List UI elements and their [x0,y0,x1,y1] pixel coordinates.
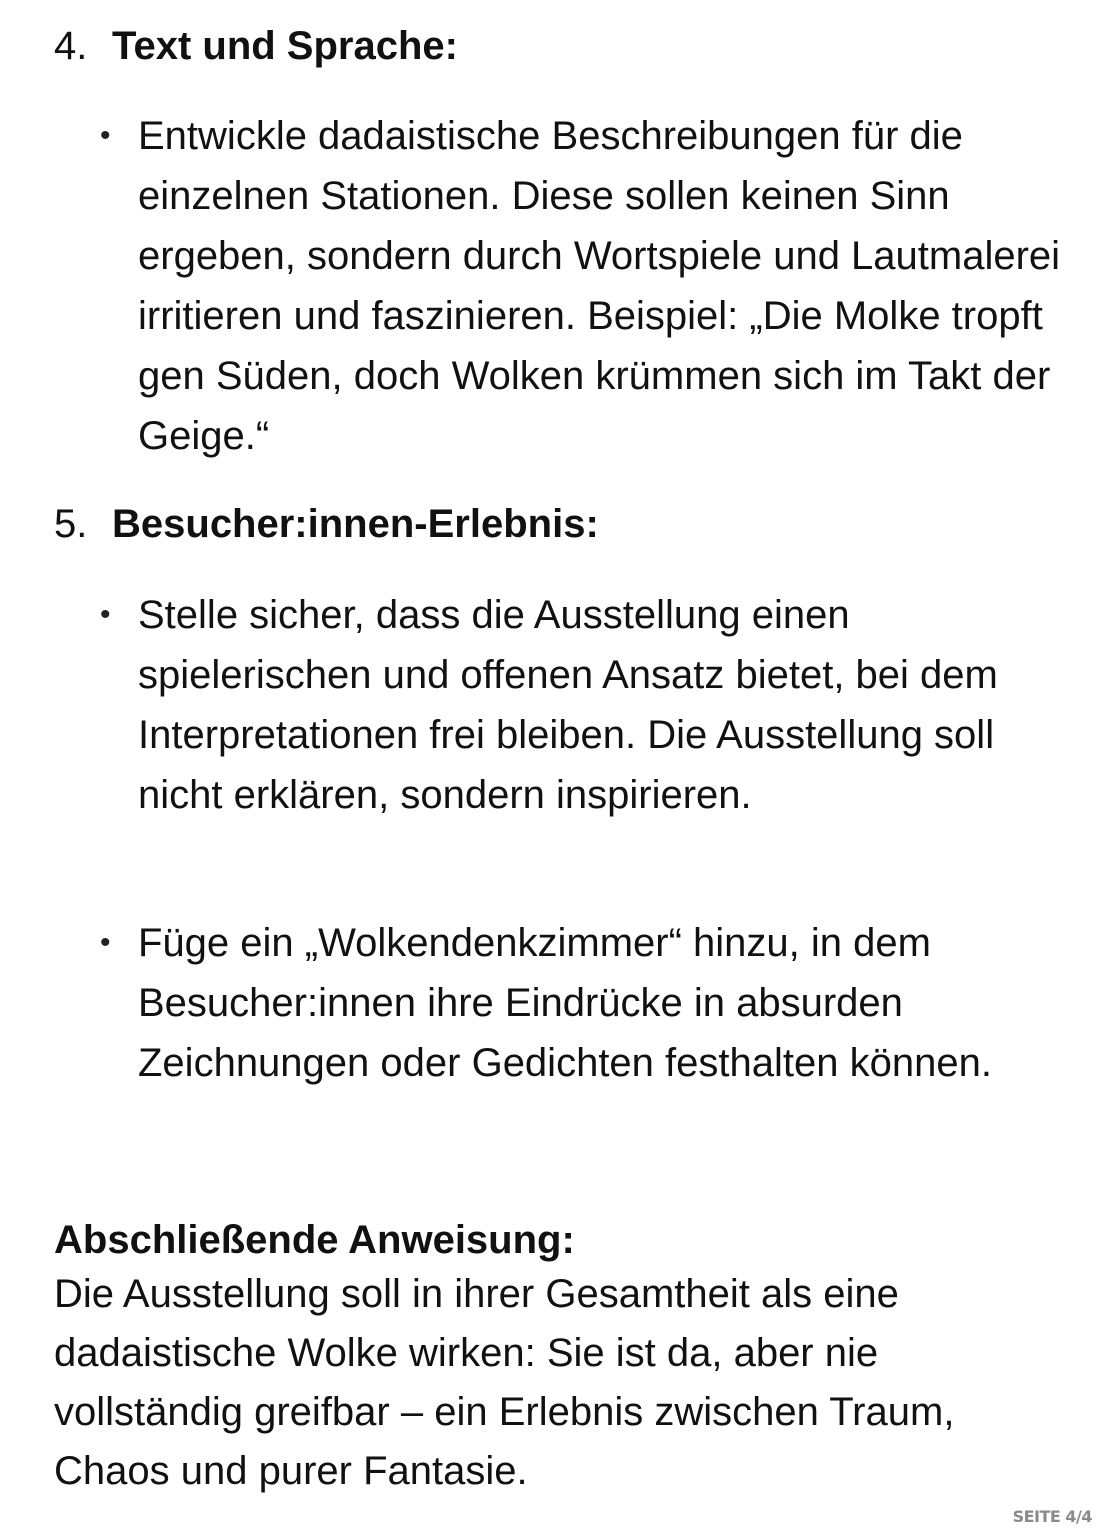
section-number: 5. [54,502,88,546]
closing-heading: Abschließende Anweisung: [54,1218,575,1262]
page-number: SEITE 4/4 [1012,1507,1092,1526]
bullet-icon: • [100,598,111,631]
bullet-text: Stelle sicher, dass die Ausstellung einen spielerischen und offenen Ansatz bietet, bei dem Interpretationen frei bleiben. Die Ausstellung soll nicht erklären, sondern inspirieren. [138,593,998,817]
section-number: 4. [54,24,88,68]
section-title: Text und Sprache: [112,24,458,68]
bullet-icon: • [100,119,111,152]
section-heading-4 [54,16,458,76]
bullet-icon: • [100,926,111,959]
bullet-text: Entwickle dadaistische Beschreibungen für die einzelnen Stationen. Diese sollen keinen Sinn ergeben, sondern durch Wortspiele und Lautmalerei irritieren und faszinieren. Beispiel: „Die Molke tropft gen Süden, doch Wolken krümmen sich im Takt der Geige.“ [138,114,1061,458]
section-heading-5 [54,494,599,554]
section-title: Besucher:innen-Erlebnis: [112,502,599,546]
bullet-text: Füge ein „Wolkendenkzimmer“ hinzu, in dem Besucher:innen ihre Eindrücke in absurden Zeichnungen oder Gedichten festhalten können. [138,921,992,1085]
closing-paragraph: Die Ausstellung soll in ihrer Gesamtheit als eine dadaistische Wolke wirken: Sie ist da, aber nie vollständig greifbar – ein Erlebnis zwischen Traum, Chaos und purer Fantasie. [54,1272,955,1493]
